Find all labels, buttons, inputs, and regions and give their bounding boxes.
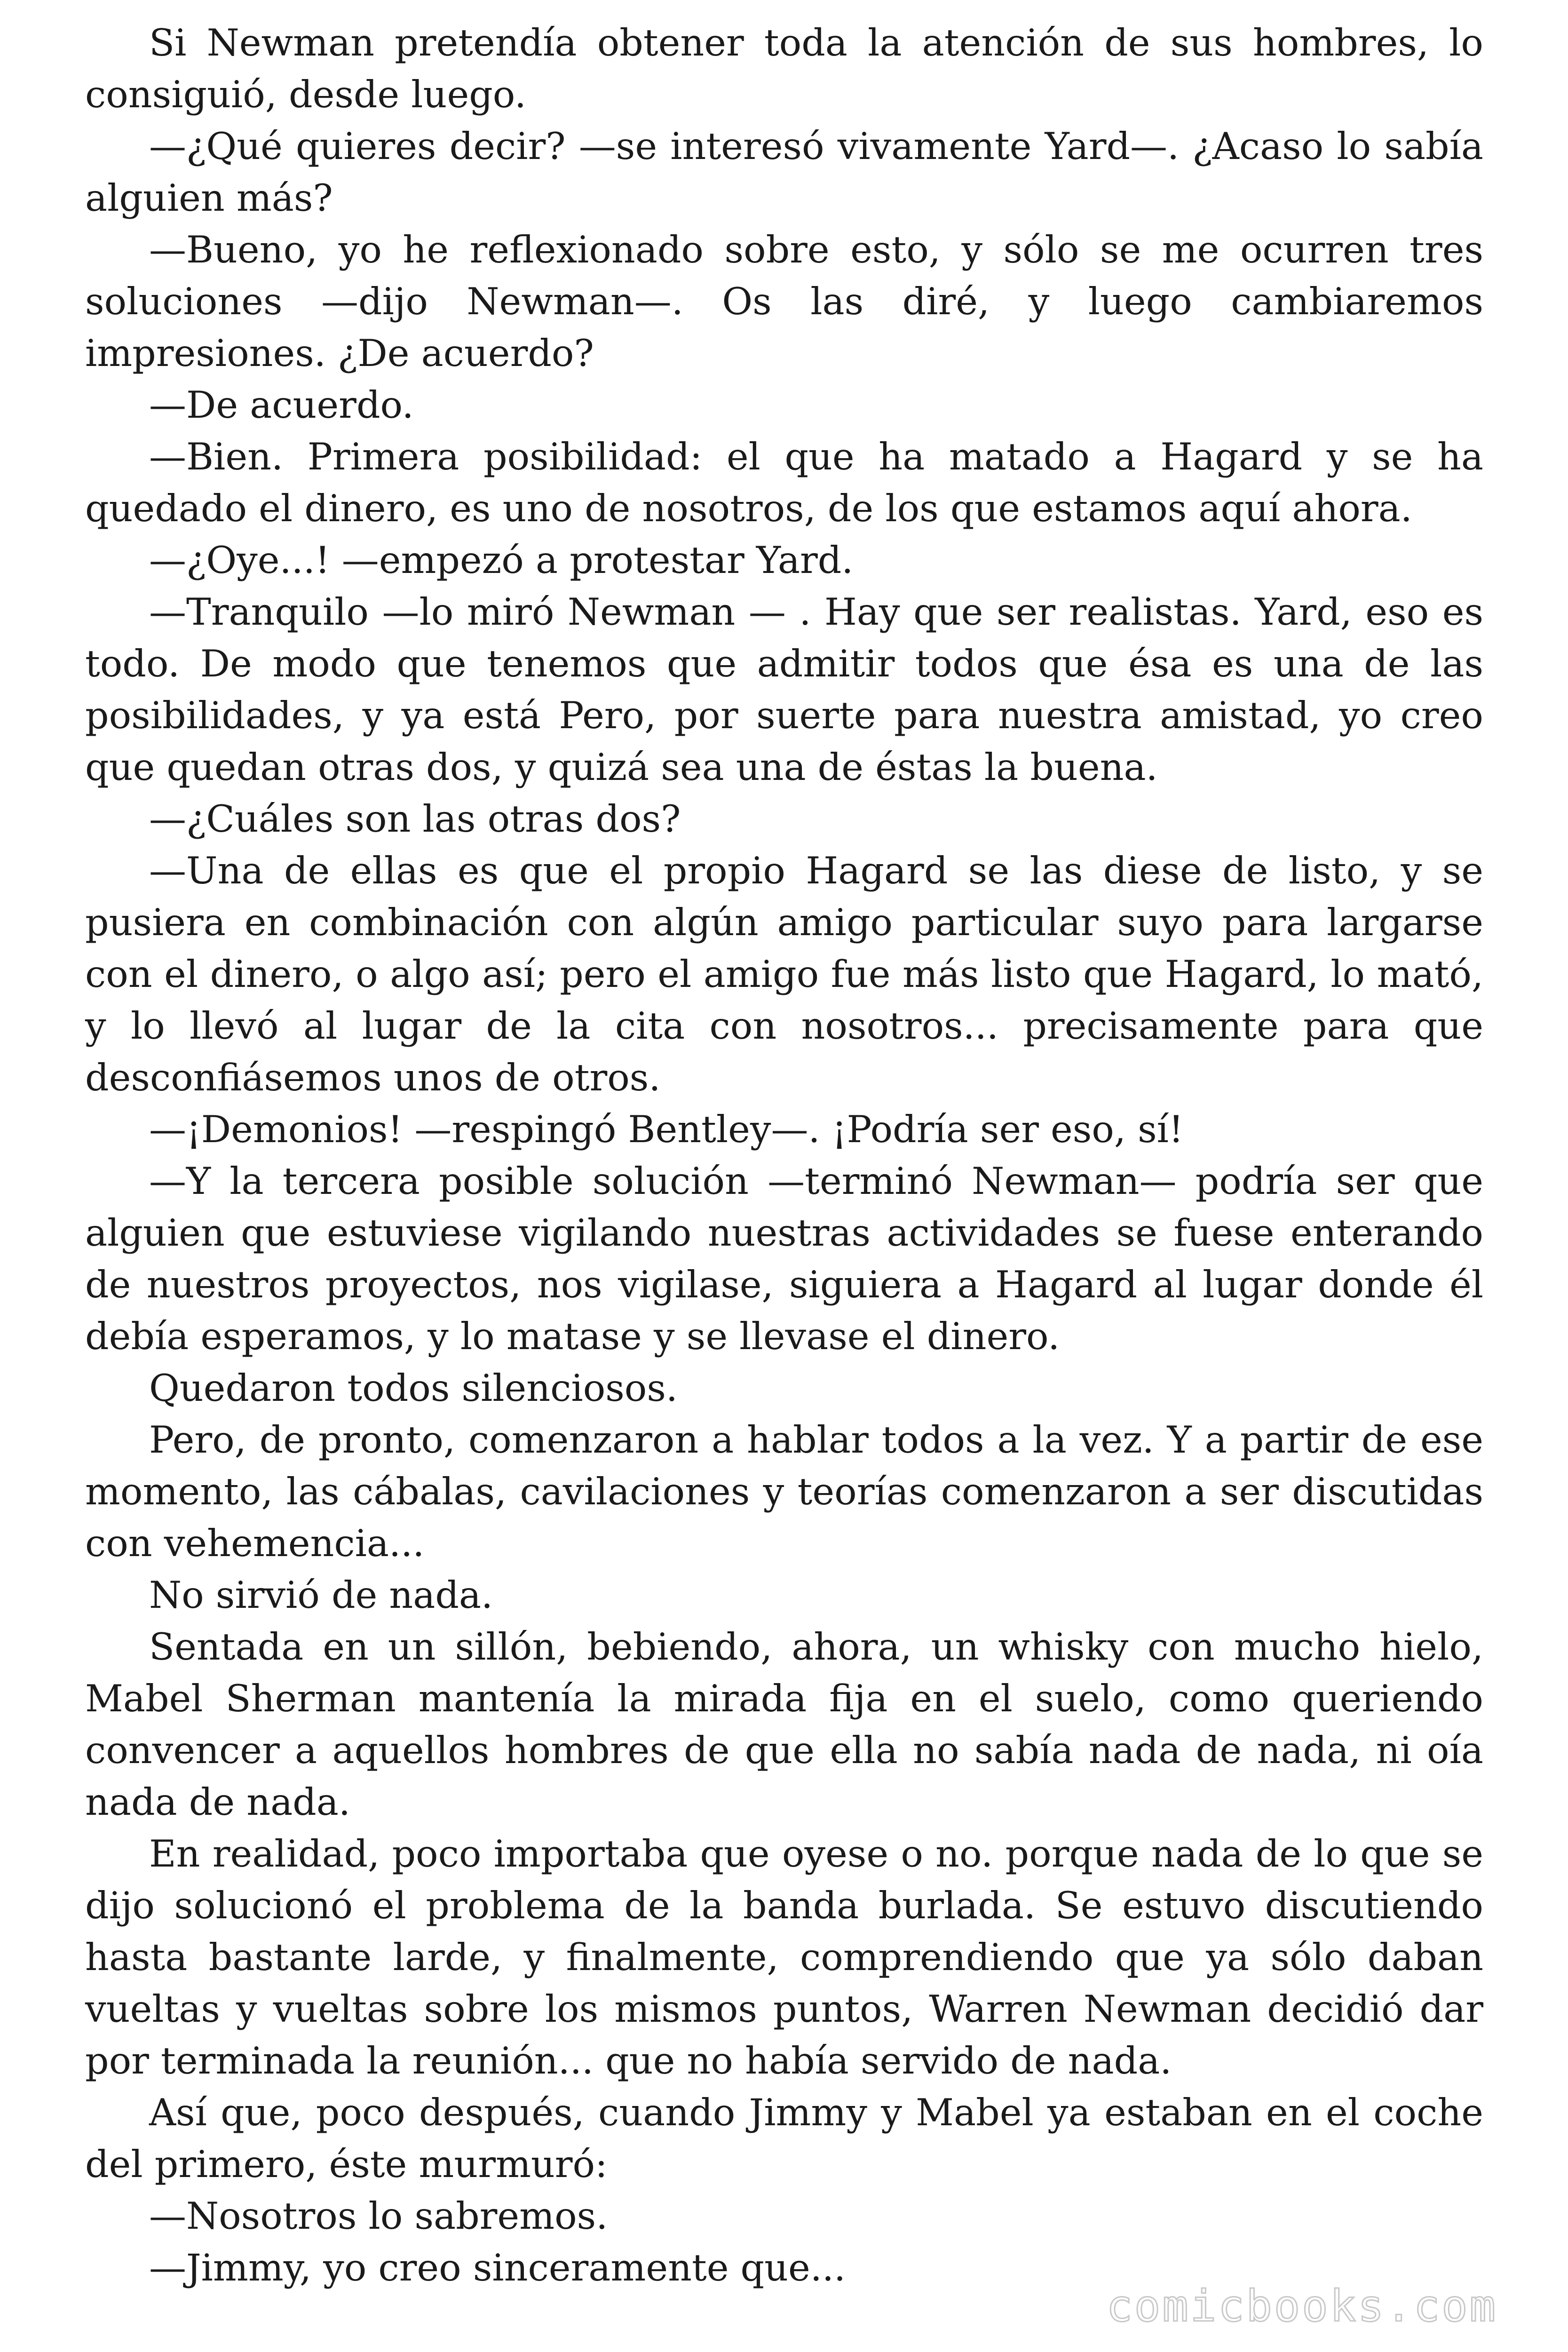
paragraph: Quedaron todos silenciosos. xyxy=(149,1367,678,1410)
paragraph: En realidad, poco importaba que oyese o no. porque nada de lo que se dijo solucionó el problema de la banda burlada. Se estuvo discutiendo hasta bastante larde, y finalmente, comprendiendo que ya sólo daban vueltas y vueltas sobre los mismos puntos, Warren Newman decidió dar por terminada la reunión... que no había servido de nada. xyxy=(85,1832,1483,2082)
paragraph: Pero, de pronto, comenzaron a hablar todos a la vez. Y a partir de ese momento, las cábalas, cavilaciones y teorías comenzaron a ser discutidas con vehemencia... xyxy=(85,1418,1483,1565)
paragraph: Si Newman pretendía obtener toda la atención de sus hombres, lo consiguió, desde luego. xyxy=(85,21,1483,116)
paragraph: —Jimmy, yo creo sinceramente que... xyxy=(149,2246,846,2289)
paragraph: Así que, poco después, cuando Jimmy y Mabel ya estaban en el coche del primero, éste murmuró: xyxy=(85,2091,1483,2186)
watermark: comicbooks.com xyxy=(1106,2281,1497,2331)
paragraph: —¿Qué quieres decir? —se interesó vivamente Yard—. ¿Acaso lo sabía alguien más? xyxy=(85,125,1483,220)
paragraph: Sentada en un sillón, bebiendo, ahora, un whisky con mucho hielo, Mabel Sherman mantenía la mirada fija en el suelo, como queriendo convencer a aquellos hombres de que ella no sabía nada de nada, ni oía nada de nada. xyxy=(85,1625,1483,1824)
paragraph: —¿Cuáles son las otras dos? xyxy=(149,797,681,841)
paragraph: —¡Demonios! —respingó Bentley—. ¡Podría ser eso, sí! xyxy=(149,1108,1184,1151)
paragraph: —¿Oye...! —empezó a protestar Yard. xyxy=(149,539,854,582)
page-text xyxy=(85,17,1483,2294)
paragraph: —Una de ellas es que el propio Hagard se las diese de listo, y se pusiera en combinación con algún amigo particular suyo para largarse con el dinero, o algo así; pero el amigo fue más listo que Hagard, lo mató, y lo llevó al lugar de la cita con nosotros... precisamente para que desconfiásemos unos de otros. xyxy=(85,849,1483,1099)
paragraph: —Tranquilo —lo miró Newman — . Hay que ser realistas. Yard, eso es todo. De modo que tenemos que admitir todos que ésa es una de las posibilidades, y ya está Pero, por suerte para nuestra amistad, yo creo que quedan otras dos, y quizá sea una de éstas la buena. xyxy=(85,590,1483,789)
paragraph: —Nosotros lo sabremos. xyxy=(149,2194,608,2238)
paragraph: —Bien. Primera posibilidad: el que ha matado a Hagard y se ha quedado el dinero, es uno de nosotros, de los que estamos aquí ahora. xyxy=(85,435,1483,530)
paragraph: —De acuerdo. xyxy=(149,383,414,427)
paragraph: —Y la tercera posible solución —terminó Newman— podría ser que alguien que estuviese vigilando nuestras actividades se fuese enterando de nuestros proyectos, nos vigilase, siguiera a Hagard al lugar donde él debía esperamos, y lo matase y se llevase el dinero. xyxy=(85,1160,1483,1358)
paragraph: No sirvió de nada. xyxy=(149,1573,493,1617)
paragraph: —Bueno, yo he reflexionado sobre esto, y sólo se me ocurren tres soluciones —dijo Newman—. Os las diré, y luego cambiaremos impresiones. ¿De acuerdo? xyxy=(85,228,1483,375)
